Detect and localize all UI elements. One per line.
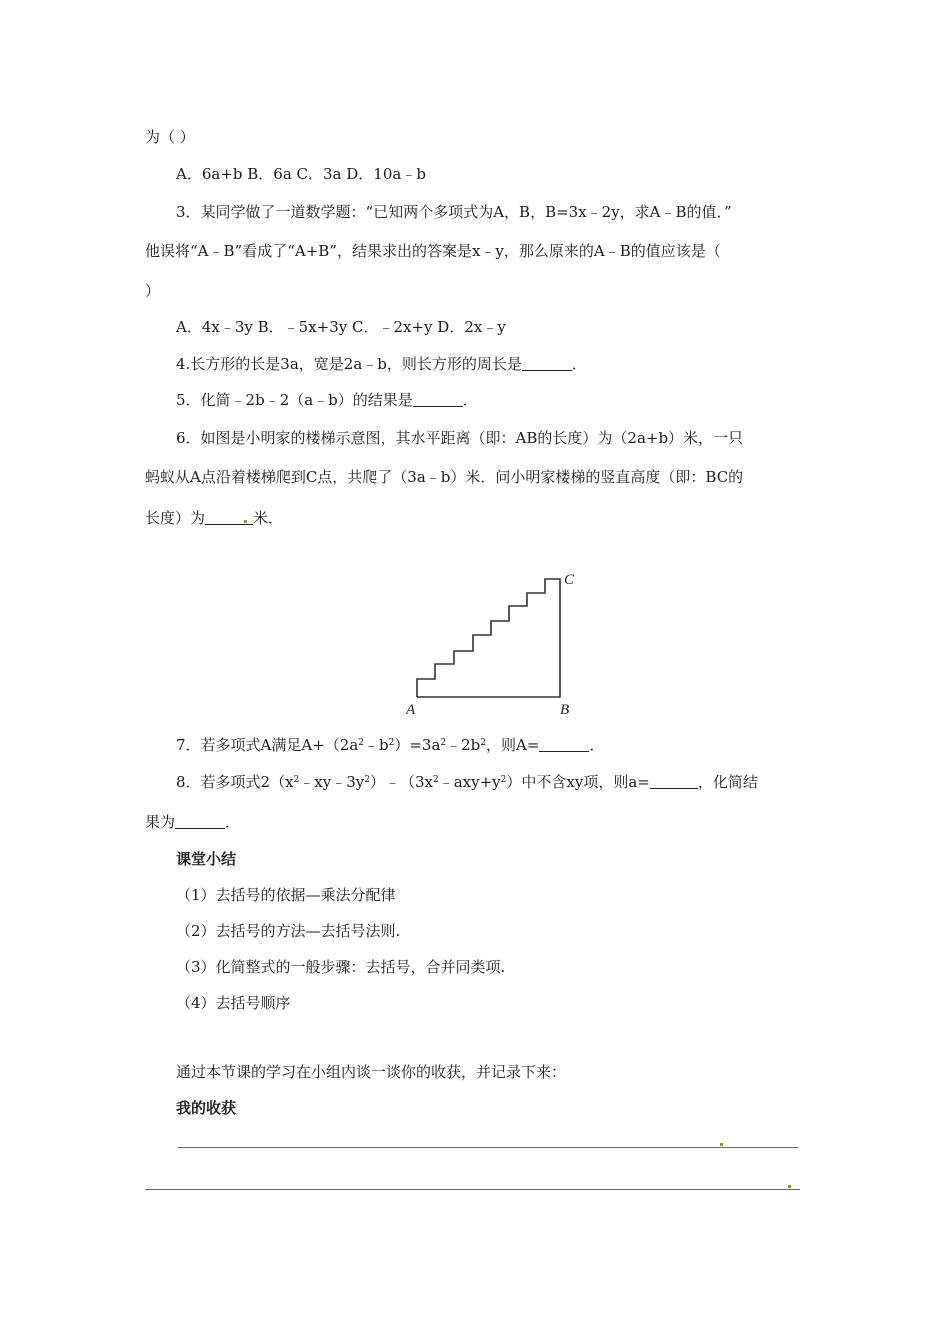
q8-p1: 8．若多项式2（x — [176, 773, 294, 791]
q8-p2: ﹣xy﹣3y — [299, 773, 365, 791]
label-b: B — [560, 702, 570, 718]
q7-exp-4: 2 — [480, 738, 487, 748]
q7-exp-3: 2 — [440, 738, 447, 748]
q3-line3: ） — [145, 282, 161, 300]
staircase-figure — [400, 568, 590, 720]
summary-item: （1）去括号的依据—乘法分配律 — [176, 886, 396, 904]
q7-line — [176, 735, 604, 755]
summary-item: （2）去括号的方法—去括号法则. — [176, 922, 401, 940]
q8-exp-3: 2 — [433, 775, 439, 785]
q8-exp-1: 2 — [293, 775, 300, 785]
q8-a-blank[interactable] — [650, 774, 698, 789]
q7-mid3: ﹣2b — [446, 736, 481, 754]
q8-p3: ）﹣（3x — [369, 773, 433, 791]
summary-heading: 课堂小结 — [176, 850, 237, 868]
q4-end: ． — [571, 355, 587, 373]
q5-text: 5．化简﹣2b﹣2（a﹣b）的结果是 — [176, 391, 413, 409]
reflection-heading: 我的收获 — [176, 1099, 237, 1117]
summary-item: （4）去括号顺序 — [176, 994, 291, 1012]
q5-answer-blank[interactable] — [413, 392, 463, 407]
q7-mid1: ﹣b — [364, 736, 389, 754]
q5-line — [176, 390, 478, 410]
marker-dot — [244, 520, 247, 523]
q2-tail: 为（ ） — [145, 128, 195, 146]
q8-result-blank[interactable] — [175, 814, 225, 829]
q3-line1: 3．某同学做了一道数学题：“已知两个多项式为A，B，B=3x﹣2y，求A﹣B的值．” — [176, 203, 732, 221]
q8-p4: ﹣axy+y — [438, 773, 501, 791]
q7-answer-blank[interactable] — [539, 737, 589, 752]
q4-text: 4.长方形的长是3a，宽是2a﹣b，则长方形的周长是 — [176, 355, 522, 373]
q7-mid4: ，则A= — [486, 736, 540, 754]
q8-p5: ）中不含xy项，则a= — [506, 773, 650, 791]
q6-line1: 6．如图是小明家的楼梯示意图，其水平距离（即：AB的长度）为（2a+b）米，一只 — [176, 429, 744, 447]
summary-item: （3）化简整式的一般步骤：去括号，合并同类项. — [176, 958, 506, 976]
q3-line2: 他误将“A﹣B”看成了“A+B”，结果求出的答案是x﹣y，那么原来的A﹣B的值应该是（ — [145, 242, 721, 260]
q6-line3-post: 米． — [253, 509, 284, 527]
q7-mid2: ）=3a — [394, 736, 441, 754]
q8-line2 — [145, 812, 240, 832]
marker-dot — [788, 1185, 791, 1188]
q7-exp-1: 2 — [358, 738, 364, 748]
q3-options: A．4x﹣3y B．﹣5x+3y C．﹣2x+y D．2x﹣y — [176, 318, 506, 336]
q8-line2-pre: 果为 — [145, 813, 176, 831]
q8-end: ． — [225, 813, 241, 831]
label-c: C — [564, 572, 575, 588]
q7-end: ． — [589, 736, 605, 754]
reflection-prompt: 通过本节课的学习在小组内谈一谈你的收获，并记录下来： — [176, 1063, 567, 1081]
staircase-outline — [417, 579, 560, 697]
q6-line2: 蚂蚁从A点沿着楼梯爬到C点，共爬了（3a﹣b）米．问小明家楼梯的竖直高度（即：BC的 — [145, 468, 744, 486]
label-a: A — [406, 702, 416, 718]
writing-line-2[interactable] — [145, 1189, 800, 1190]
marker-dot — [720, 1143, 723, 1146]
q4-answer-blank[interactable] — [522, 356, 572, 371]
q5-end: ． — [462, 391, 478, 409]
q4-line — [176, 354, 587, 374]
q7-exp-2: 2 — [388, 738, 395, 748]
q6-line3-pre: 长度）为 — [145, 509, 206, 527]
q6-line3 — [145, 508, 283, 528]
writing-line-1[interactable] — [178, 1147, 798, 1148]
q2-options: A．6a+b B．6a C．3a D．10a﹣b — [176, 165, 426, 183]
q8-exp-2: 2 — [364, 775, 370, 785]
q8-exp-4: 2 — [500, 775, 507, 785]
q7-pre: 7．若多项式A满足A+（2a — [176, 736, 359, 754]
q8-line1 — [176, 772, 758, 792]
q8-p6: ，化简结 — [697, 773, 758, 791]
